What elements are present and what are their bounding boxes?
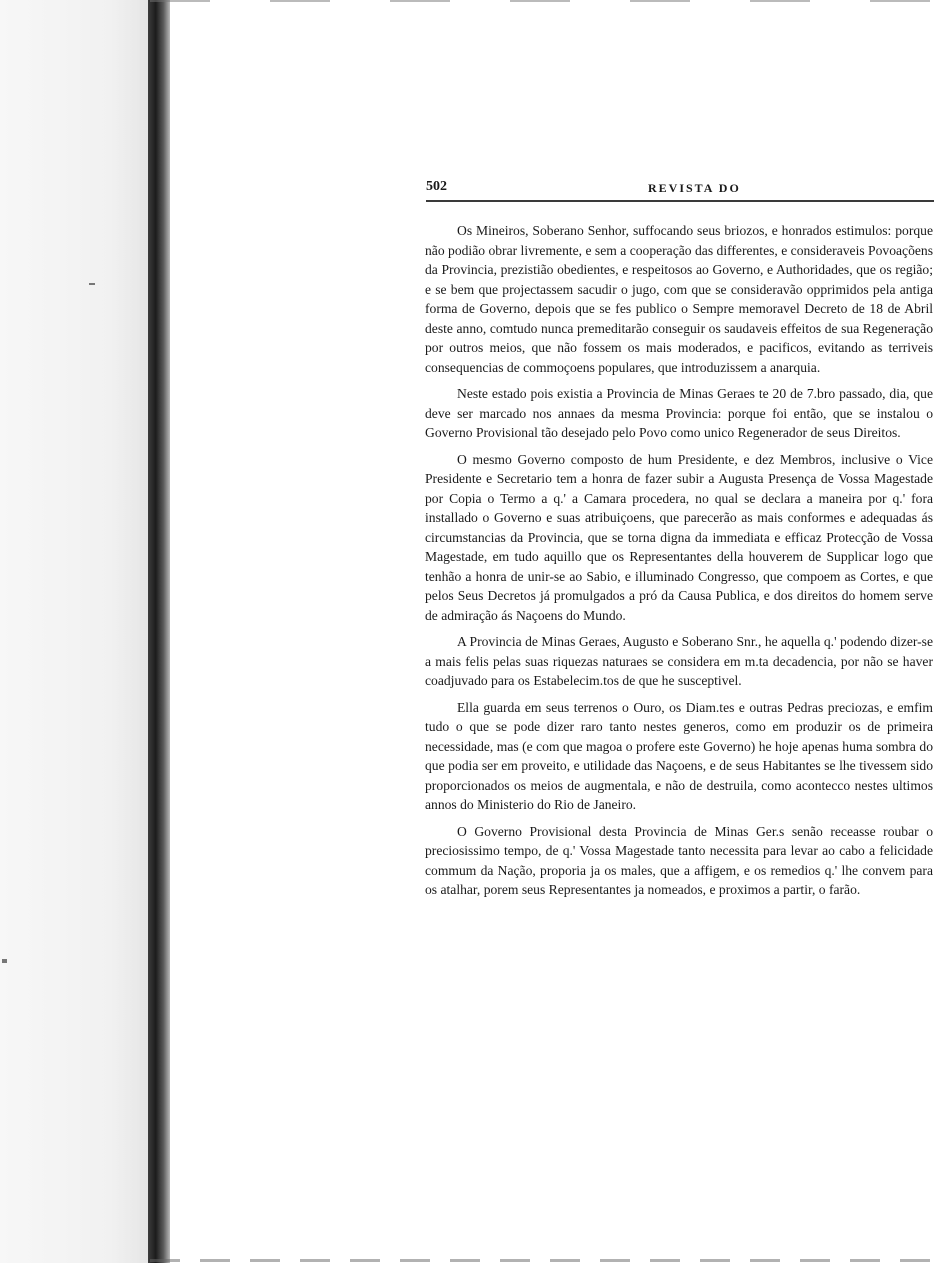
scan-margin: [0, 0, 148, 1263]
paragraph: O Governo Provisional desta Provincia de Minas Ger.s senão receasse roubar o preciosissimo tempo, de q.' Vossa Magestade tanto necessita para levar ao cabo a felicidade commum da Nação, proporia ja os males, que a affigem, e os remedios q.' lhe convem para os atalhar, porem seus Representantes ja nomeados, e proximos a partir, o farão.: [425, 823, 933, 897]
running-title: REVISTA DO: [648, 181, 741, 195]
paragraph: Neste estado pois existia a Provincia de Minas Geraes te 20 de 7.bro passado, dia, que deve ser marcado nos annaes da mesma Provincia: porque foi então, que se instalou o Governo Provisional tão desejado pelo Povo como unico Regenerador de seus Direitos.: [425, 386, 933, 440]
scan-speck: [2, 959, 7, 963]
page-header: [426, 179, 936, 201]
page-number: 502: [426, 179, 447, 194]
paragraph: O mesmo Governo composto de hum Presidente, e dez Membros, inclusive o Vice Presidente e Secretario tem a honra de fazer subir a Augusta Presença de Vossa Magestade por Copia o Termo a q.' a Camara procedera, no qual se declara a maneira por q.' fora installado o Governo e suas atribuiçoens, que parecerão as mais conformes e adequadas ás circumstancias da Provincia, que se torna digna da immediata e efficaz Protecção de Vossa Magestade, em tudo aquillo que os Representantes della houverem de Supplicar logo que tenhão a honra de unir-se ao Sabio, e illuminado Congresso, que compoem as Cortes, e que pelos Seus Decretos já promulgados a pró da Causa Publica, e dos direitos do homem serve de admiração ás Naçoens do Mundo.: [425, 451, 933, 623]
paragraph: Os Mineiros, Soberano Senhor, suffocando seus briozos, e honrados estimulos: porque não podião obrar livremente, e sem a cooperação das differentes, e consideraveis Povoaçõens da Provincia, prezistião obedientes, e respeitosos ao Governo, e Authoridades, que os região; e se bem que projectassem sacudir o jugo, com que se consideravão opprimidos pela antiga forma de Governo, depois que se fes publico o Sempre memoravel Decreto de 18 de Abril deste anno, comtudo nunca premeditarão conseguir os saudaveis effeitos de sua Regeneração por outros meios, que não fossem os mais moderados, e pacificos, evitando as terriveis consequencias de commoçoens populares, que introduzissem a anarquia.: [425, 223, 933, 375]
header-rule: [426, 200, 934, 202]
scan-edge-bottom: [150, 1259, 943, 1262]
paragraph: Ella guarda em seus terrenos o Ouro, os Diam.tes e outras Pedras preciozas, e emfim tudo o que se pode dizer raro tanto nestes generos, como em produzir os de primeira necessidade, mas (e com que magoa o profere este Governo) he hoje apenas huma sombra do que podia ser em proveito, e utilidade das Naçoens, e de seus Habitantes se lhe tivessem sido proporcionados os meios de augmentala, e não de destruila, como acontecco nestes ultimos annos do Ministerio do Rio de Janeiro.: [425, 699, 933, 812]
paragraph: A Provincia de Minas Geraes, Augusto e Soberano Snr., he aquella q.' podendo dizer-se a mais felis pelas suas riquezas naturaes se considera em m.ta decadencia, por não se haver coadjuvado para os Estabelecim.tos de que he susceptivel.: [425, 634, 933, 688]
scan-speck: [89, 283, 95, 285]
document-body: [425, 221, 933, 907]
book-spine-shadow: [148, 0, 170, 1263]
scan-edge-top: [150, 0, 943, 2]
